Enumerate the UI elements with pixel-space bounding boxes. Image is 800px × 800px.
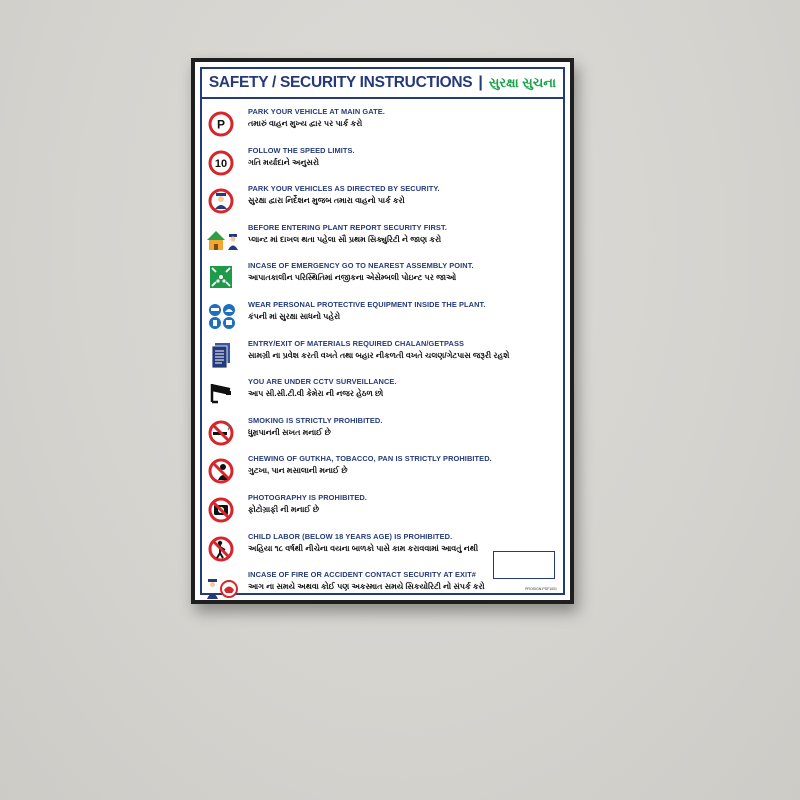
instruction-gujarati: પ્લાન્ટ માં દાખલ થતા પહેલા સૌ પ્રથમ સિક્યુરિટી ને જાણ કરો <box>248 234 442 244</box>
instruction-english: INCASE OF EMERGENCY GO TO NEAREST ASSEMBLY POINT. <box>248 261 474 271</box>
instruction-gujarati: આગ ના સમયે અથવા કોઈ પણ અકસ્માત સમયે સિકયોરિટી નો સંપર્ક કરો <box>248 582 485 592</box>
instruction-item <box>202 181 563 220</box>
speed-limit-value: 10 <box>214 157 228 170</box>
instruction-gujarati: ફોટોગ્રાફી ની મનાઈ છે <box>248 504 320 514</box>
instruction-gujarati: તમારું વાહન મુખ્ય દ્વાર પર પાર્ક કરો <box>248 119 363 128</box>
document-icon <box>206 342 240 370</box>
speed-limit-icon <box>206 149 240 177</box>
instruction-item <box>202 490 563 529</box>
no-child-labor-icon <box>206 535 240 563</box>
instruction-english: CHILD LABOR (BELOW 18 YEARS AGE) IS PROHIBITED. <box>248 531 453 541</box>
instruction-item <box>202 374 563 413</box>
instruction-item <box>202 104 563 143</box>
fire-contact-icon <box>206 573 240 601</box>
instruction-gujarati: આપ સી.સી.ટી.વી કેમેરા ની નજર હેઠળ છો <box>248 389 384 399</box>
instruction-english: PHOTOGRAPHY IS PROHIBITED. <box>248 492 367 502</box>
instruction-english: WEAR PERSONAL PROTECTIVE EQUIPMENT INSIDE THE PLANT. <box>248 299 486 309</box>
instruction-item <box>202 220 563 259</box>
assembly-point-icon <box>206 264 240 292</box>
sign-title-gujarati: સુરક્ષા સુચના <box>488 75 557 90</box>
instruction-item <box>202 336 563 375</box>
instruction-gujarati: અહિયા ૧૮ વર્ષથી નીચેના વયના બાળકો પાસે કામ કરાવવામાં આવતું નથી <box>248 543 479 553</box>
instruction-english: SMOKING IS STRICTLY PROHIBITED. <box>248 415 383 425</box>
instruction-english: YOU ARE UNDER CCTV SURVEILLANCE. <box>248 377 397 387</box>
instruction-list <box>202 104 563 606</box>
ppe-icon <box>206 303 240 331</box>
instruction-english: BEFORE ENTERING PLANT REPORT SECURITY FIRST. <box>248 222 447 232</box>
instruction-item <box>202 451 563 490</box>
instruction-english: CHEWING OF GUTKHA, TOBACCO, PAN IS STRICTLY PROHIBITED. <box>248 454 492 464</box>
instruction-gujarati: ધુમ્રપાનની સખત મનાઈ છે <box>248 427 331 437</box>
instruction-gujarati: ગતિ મર્યાદાને અનુસરો <box>248 157 319 167</box>
sign-frame <box>191 58 574 604</box>
product-code: PROSIGN-PSF1001 <box>525 587 557 591</box>
instruction-gujarati: કંપની માં સુરક્ષા સાધનો પહેરો <box>248 311 341 321</box>
report-security-icon <box>206 226 240 254</box>
svg-text:P: P <box>216 117 226 132</box>
instruction-english: ENTRY/EXIT OF MATERIALS REQUIRED CHALAN/GETPASS <box>248 338 465 348</box>
no-smoking-icon <box>206 419 240 447</box>
sign-header <box>202 69 563 99</box>
instruction-item <box>202 258 563 297</box>
parking-icon <box>206 110 240 138</box>
cctv-icon <box>206 380 240 408</box>
sign-board <box>195 62 570 600</box>
security-guard-icon <box>206 187 240 215</box>
no-chewing-icon <box>206 457 240 485</box>
instruction-english: FOLLOW THE SPEED LIMITS. <box>248 145 355 155</box>
sign-title-english: SAFETY / SECURITY INSTRUCTIONS <box>208 74 473 91</box>
no-photography-icon <box>206 496 240 524</box>
instruction-item <box>202 143 563 182</box>
instruction-gujarati: સામગ્રી ના પ્રવેશ કરતી વખતે તથા બહાર નીકળતી વખતે ચલણ/ગેટપાસ જરૂરી રહશે <box>248 350 510 360</box>
sign-border <box>200 67 565 595</box>
instruction-english: INCASE OF FIRE OR ACCIDENT CONTACT SECURITY AT EXIT# <box>248 570 477 580</box>
instruction-gujarati: સુરક્ષા દ્વારા નિર્દેશન મુજબ તમારા વાહનો પાર્ક કરો <box>248 196 405 206</box>
instruction-english: PARK YOUR VEHICLES AS DIRECTED BY SECURITY. <box>248 184 440 194</box>
instruction-gujarati: ગુટખા, પાન મસાલાની મનાઈ છે <box>248 466 348 476</box>
instruction-item <box>202 413 563 452</box>
title-separator: | <box>478 74 483 91</box>
instruction-item <box>202 297 563 336</box>
exit-number-box <box>493 551 555 579</box>
instruction-gujarati: આપાતકાલીન પરિસ્થિતિમાં નજીકના એસેમ્બલી પોઇન્ટ પર જાઓ <box>248 273 457 283</box>
instruction-english: PARK YOUR VEHICLE AT MAIN GATE. <box>248 107 385 116</box>
